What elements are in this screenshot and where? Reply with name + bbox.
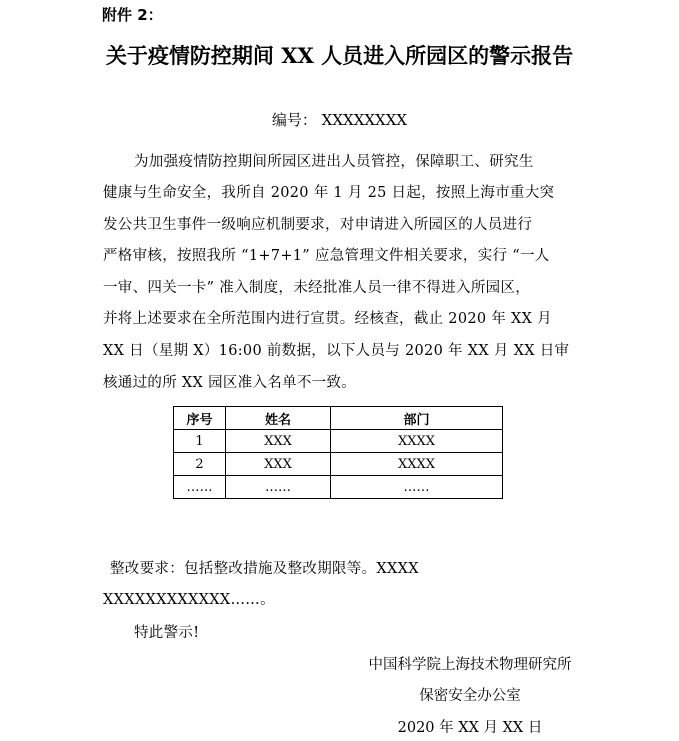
document-number: 编号： XXXXXXXX xyxy=(271,111,408,129)
signature-office: 保密安全办公室 xyxy=(419,688,521,704)
cell-name: XXX xyxy=(226,453,331,476)
body-line: 核通过的所 XX 园区准入名单不一致。 xyxy=(103,375,357,391)
rectify-line: XXXXXXXXXXXX……。 xyxy=(103,592,275,608)
cell-index: 2 xyxy=(174,453,226,476)
body-line: 健康与生命安全，我所自 2020 年 1 月 25 日起，按照上海市重大突 xyxy=(103,185,555,201)
body-line: XX 日（星期 X）16:00 前数据，以下人员与 2020 年 XX 月 XX 日审 xyxy=(103,343,570,359)
table-header-row xyxy=(174,407,503,430)
body-line: 为加强疫情防控期间所园区进出人员管控，保障职工、研究生 xyxy=(134,154,534,170)
header-index: 序号 xyxy=(174,407,226,430)
header-department: 部门 xyxy=(331,407,503,430)
body-line: 严格审核，按照我所 “1+7+1” 应急管理文件相关要求，实行 “一人 xyxy=(103,248,550,264)
table-row xyxy=(174,453,503,476)
body-line: 一审、四关一卡” 准入制度，未经批准人员一律不得进入所园区， xyxy=(103,280,531,296)
page-title: 关于疫情防控期间 XX 人员进入所园区的警示报告 xyxy=(105,43,574,68)
header-name: 姓名 xyxy=(226,407,331,430)
cell-name: …… xyxy=(226,476,331,499)
signature-org: 中国科学院上海技术物理研究所 xyxy=(368,657,572,673)
cell-department: XXXX xyxy=(331,430,503,453)
cell-department: XXXX xyxy=(331,453,503,476)
closing-text: 特此警示! xyxy=(134,625,200,641)
signature-date: 2020 年 XX 月 XX 日 xyxy=(397,720,543,736)
rectify-line: 整改要求：包括整改措施及整改期限等。XXXX xyxy=(110,561,419,577)
personnel-table xyxy=(173,406,503,499)
body-line: 并将上述要求在全所范围内进行宣贯。经核查，截止 2020 年 XX 月 xyxy=(103,311,552,327)
attachment-label: 附件 2： xyxy=(102,6,163,24)
cell-index: …… xyxy=(174,476,226,499)
cell-name: XXX xyxy=(226,430,331,453)
cell-index: 1 xyxy=(174,430,226,453)
cell-department: …… xyxy=(331,476,503,499)
body-line: 发公共卫生事件一级响应机制要求，对申请进入所园区的人员进行 xyxy=(103,217,533,233)
table-row xyxy=(174,430,503,453)
table-row xyxy=(174,476,503,499)
